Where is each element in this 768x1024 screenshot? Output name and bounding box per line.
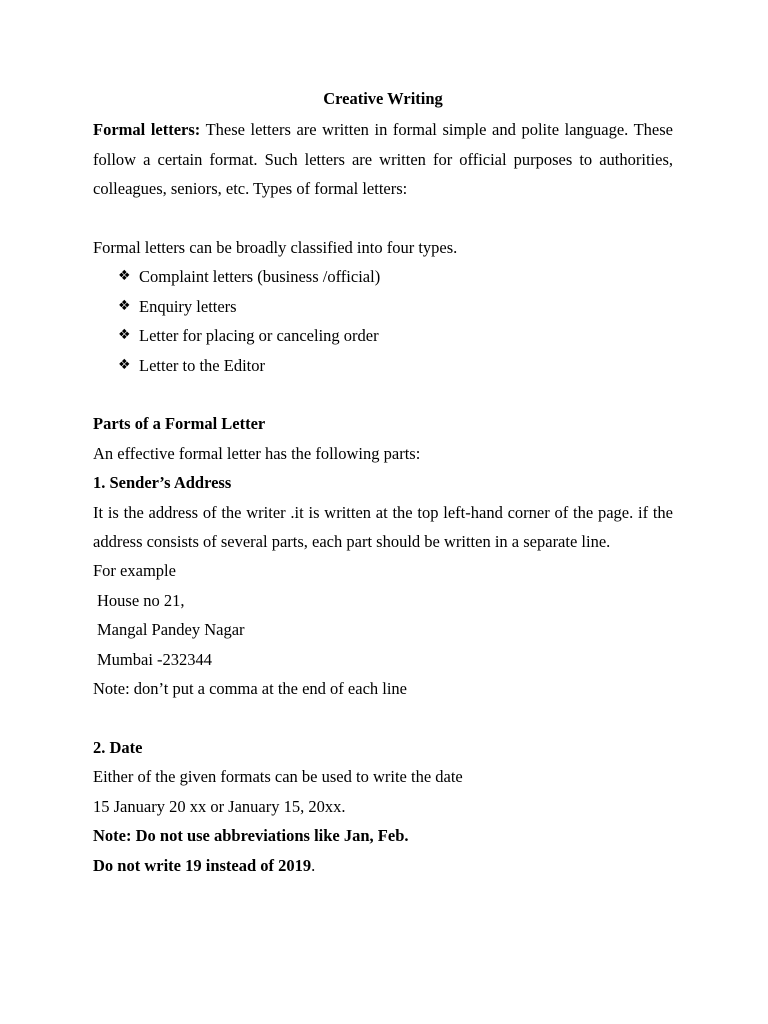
diamond-bullet-icon: ❖ — [118, 268, 131, 285]
formal-letters-intro — [93, 115, 673, 203]
address-line: Mangal Pandey Nagar — [97, 620, 245, 640]
date-formats: 15 January 20 xx or January 15, 20xx. — [93, 796, 346, 816]
list-item-label: Complaint letters (business /official) — [139, 267, 381, 287]
spacer — [93, 204, 673, 233]
spacer — [93, 703, 673, 732]
list-item-label: Letter for placing or canceling order — [139, 326, 379, 346]
section-heading-senders-address: 1. Sender’s Address — [93, 473, 232, 493]
date-note-year-period: . — [311, 855, 316, 875]
date-text: Either of the given formats can be used to write the date — [93, 767, 463, 787]
list-item — [118, 262, 673, 291]
senders-address-text: It is the address of the writer .it is written at the top left-hand corner of the page. if the address consists of several parts, each part should be written in a separate line. — [93, 502, 673, 552]
spacer — [93, 380, 673, 409]
page-title: Creative Writing — [323, 89, 443, 108]
diamond-bullet-icon: ❖ — [118, 356, 131, 373]
list-item — [118, 321, 673, 350]
formal-letters-label: Formal letters: — [93, 120, 201, 140]
diamond-bullet-icon: ❖ — [118, 327, 131, 344]
list-item — [118, 351, 673, 380]
list-item-label: Enquiry letters — [139, 296, 237, 316]
parts-heading: Parts of a Formal Letter — [93, 414, 266, 434]
document-page — [93, 84, 673, 880]
section-heading-date: 2. Date — [93, 737, 143, 757]
address-line: House no 21, — [97, 590, 185, 610]
diamond-bullet-icon: ❖ — [118, 297, 131, 314]
list-item — [118, 292, 673, 321]
address-line: Mumbai -232344 — [97, 649, 213, 669]
example-label: For example — [93, 561, 176, 581]
classification-text: Formal letters can be broadly classified into four types. — [93, 238, 458, 257]
letter-types-list — [93, 262, 673, 380]
formal-letters-text: These letters are written in formal simple and polite language. These follow a certain format. Such letters are written for official purposes to authorities, colleagues, seniors, etc. Types of formal letters: — [93, 120, 673, 199]
date-note-year — [93, 851, 673, 880]
list-item-label: Letter to the Editor — [139, 355, 265, 375]
parts-intro: An effective formal letter has the following parts: — [93, 443, 421, 463]
address-note: Note: don’t put a comma at the end of each line — [93, 679, 408, 699]
date-note-year-text: Do not write 19 instead of 2019 — [93, 855, 312, 875]
date-note-abbreviations: Note: Do not use abbreviations like Jan, Feb. — [93, 826, 409, 846]
